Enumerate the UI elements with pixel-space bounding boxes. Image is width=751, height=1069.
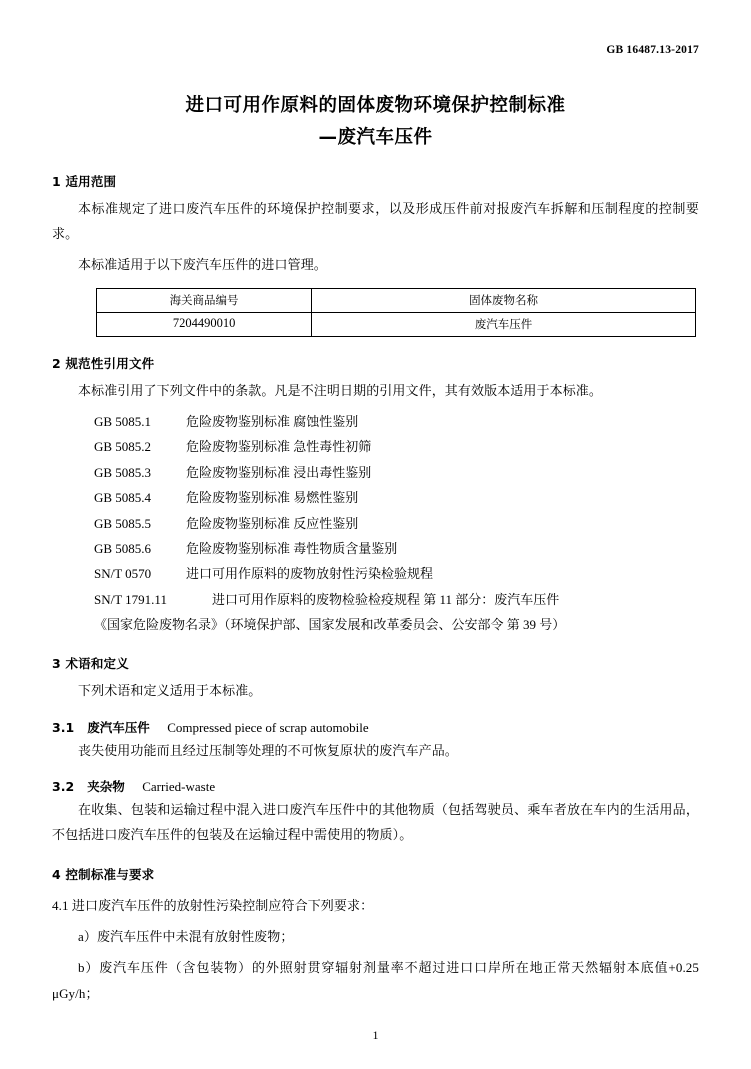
- title-line-2: —废汽车压件: [318, 127, 433, 149]
- page-title: [52, 90, 699, 155]
- section-heading-3: 3 术语和定义: [52, 656, 129, 672]
- list-item: [52, 409, 699, 434]
- table-header-customs-code: 海关商品编号: [97, 288, 312, 312]
- section-2-paragraph-1: 本标准引用了下列文件中的条款。凡是不注明日期的引用文件，其有效版本适用于本标准。: [78, 382, 603, 398]
- reference-title: 危险废物鉴别标准 毒性物质含量鉴别: [186, 540, 398, 556]
- term-definition-3-1: 丧失使用功能而且经过压制等处理的不可恢复原状的废汽车产品。: [78, 742, 458, 758]
- term-name-en: Compressed piece of scrap automobile: [167, 719, 369, 735]
- term-name-en: Carried-waste: [142, 778, 216, 794]
- clause-4-1-item-a: a）废汽车压件中未混有放射性废物；: [78, 928, 294, 944]
- term-name-cn: 废汽车压件: [87, 719, 150, 735]
- table-cell-waste-name: 废汽车压件: [312, 312, 696, 336]
- term-name-cn: 夹杂物: [87, 778, 125, 794]
- reference-title: 危险废物鉴别标准 浸出毒性鉴别: [186, 464, 372, 480]
- reference-code: SN/T 0570: [94, 566, 152, 582]
- clause-4-1-item-b: b）废汽车压件（含包装物）的外照射贯穿辐射剂量率不超过进口口岸所在地正常天然辐射本底值+0.25 μGy/h；: [52, 960, 699, 1001]
- list-item: [52, 587, 699, 612]
- section-heading-4: 4 控制标准与要求: [52, 866, 155, 882]
- table-cell-customs-code: 7204490010: [97, 312, 312, 336]
- list-item: [52, 536, 699, 561]
- section-heading-2: 2 规范性引用文件: [52, 355, 155, 371]
- section-1-paragraph-2: 本标准适用于以下废汽车压件的进口管理。: [78, 257, 327, 273]
- reference-code: GB 5085.3: [94, 464, 152, 480]
- reference-code: GB 5085.4: [94, 490, 152, 506]
- reference-code: GB 5085.1: [94, 414, 152, 430]
- term-number: 3.2: [52, 778, 75, 794]
- reference-code: SN/T 1791.11: [94, 591, 167, 607]
- section-3-paragraph-1: 下列术语和定义适用于本标准。: [78, 683, 262, 699]
- goods-table: [96, 288, 696, 337]
- reference-title: 危险废物鉴别标准 易燃性鉴别: [186, 490, 359, 506]
- term-definition-3-2: 在收集、包装和运输过程中混入进口废汽车压件中的其他物质（包括驾驶员、乘车者放在车内的生活用品，不包括进口废汽车压件的包装及在运输过程中需使用的物质）。: [52, 801, 699, 843]
- reference-title: 危险废物鉴别标准 急性毒性初筛: [186, 439, 372, 455]
- section-heading-1: 1 适用范围: [52, 173, 117, 189]
- section-1-paragraph-1: 本标准规定了进口废汽车压件的环境保护控制要求，以及形成压件前对报废汽车拆解和压制程度的控制要求。: [52, 200, 699, 242]
- standard-code: GB 16487.13-2017: [606, 44, 699, 56]
- list-item: [52, 612, 699, 637]
- normative-references-list: [52, 409, 699, 637]
- reference-title: 危险废物鉴别标准 反应性鉴别: [186, 515, 359, 531]
- term-heading-3-1: [52, 718, 699, 736]
- reference-code: GB 5085.2: [94, 439, 152, 455]
- table-header-waste-name: 固体废物名称: [312, 288, 696, 312]
- reference-catalogue: 《国家危险废物名录》（环境保护部、国家发展和改革委员会、公安部令 第 39 号）: [94, 616, 566, 632]
- table-header-row: [97, 288, 696, 312]
- title-line-1: 进口可用作原料的固体废物环境保护控制标准: [185, 95, 566, 116]
- list-item: [52, 561, 699, 586]
- reference-code: GB 5085.5: [94, 515, 152, 531]
- list-item: [52, 434, 699, 459]
- reference-title: 进口可用作原料的废物检验检疫规程 第 11 部分：废汽车压件: [212, 591, 560, 607]
- table-row: [97, 312, 696, 336]
- page-number: 1: [372, 1028, 379, 1042]
- list-item: [52, 511, 699, 536]
- reference-code: GB 5085.6: [94, 540, 152, 556]
- reference-title: 进口可用作原料的废物放射性污染检验规程: [186, 566, 434, 582]
- term-heading-3-2: [52, 777, 699, 795]
- clause-4-1: 4.1 进口废汽车压件的放射性污染控制应符合下列要求：: [52, 897, 374, 913]
- reference-title: 危险废物鉴别标准 腐蚀性鉴别: [186, 414, 359, 430]
- term-number: 3.1: [52, 719, 75, 735]
- list-item: [52, 460, 699, 485]
- list-item: [52, 485, 699, 510]
